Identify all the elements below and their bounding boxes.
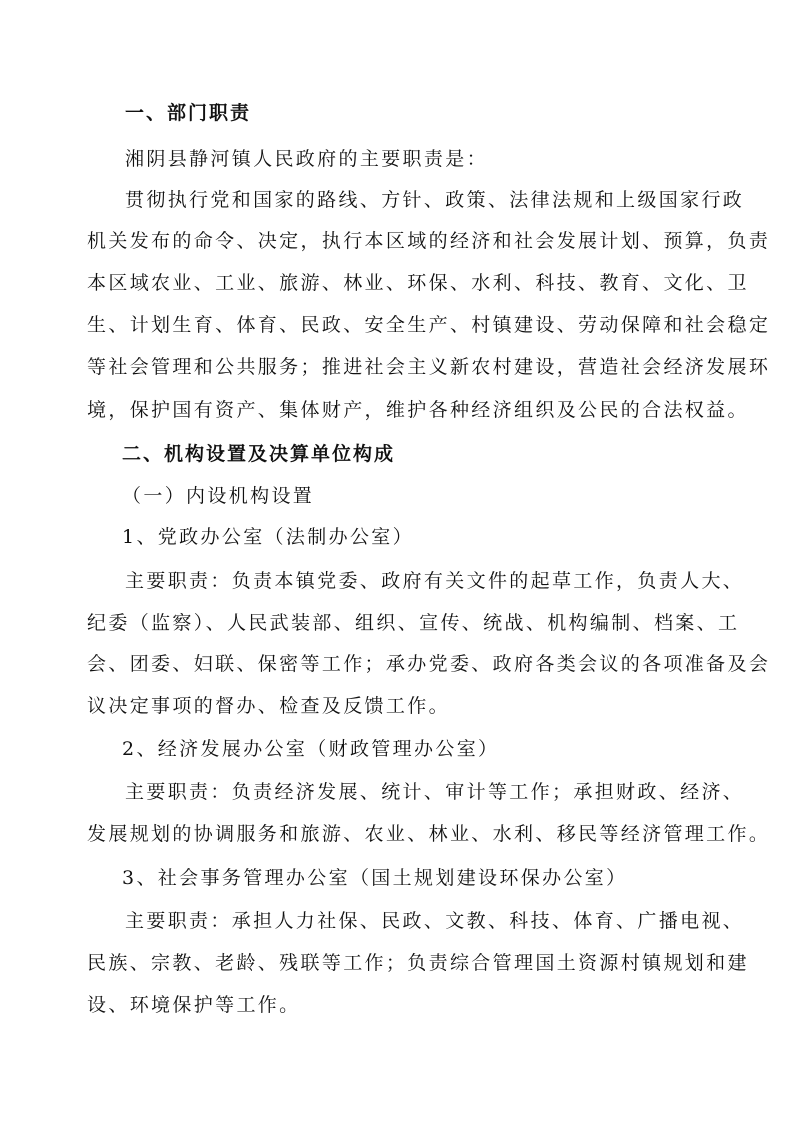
office-1-duty-line: 主要职责：负责本镇党委、政府有关文件的起草工作，负责人大、 [125,570,745,592]
office-3-duty-line: 民族、宗教、老龄、残联等工作；负责综合管理国土资源村镇规划和建 [87,952,749,974]
office-1-duty-line: 议决定事项的督办、检查及反馈工作。 [87,695,450,717]
section-1-body-line: 贯彻执行党和国家的路线、方针、政策、法律法规和上级国家行政 [125,189,745,211]
section-1-body-line: 机关发布的命令、决定，执行本区域的经济和社会发展计划、预算，负责 [87,230,771,252]
section-2-subheading: （一）内设机构设置 [122,485,315,507]
section-1-body-line: 生、计划生育、体育、民政、安全生产、村镇建设、劳动保障和社会稳定 [87,314,771,336]
section-2-heading: 二、机构设置及决算单位构成 [122,443,396,465]
office-1-duty-line: 会、团委、妇联、保密等工作；承办党委、政府各类会议的各项准备及会 [87,653,771,675]
office-1-title: 1、党政办公室（法制办公室） [122,526,414,548]
office-2-duty-line: 发展规划的协调服务和旅游、农业、林业、水利、移民等经济管理工作。 [87,823,771,845]
office-3-duty-line: 主要职责：承担人力社保、民政、文教、科技、体育、广播电视、 [125,910,745,932]
office-2-title: 2、经济发展办公室（财政管理办公室） [122,738,500,760]
section-1-body-line: 本区域农业、工业、旅游、林业、环保、水利、科技、教育、文化、卫 [87,272,749,294]
section-1-body-line: 等社会管理和公共服务；推进社会主义新农村建设，营造社会经济发展环 [87,356,771,378]
office-3-duty-line: 设、环境保护等工作。 [87,994,301,1016]
office-1-duty-line: 纪委（监察）、人民武装部、组织、宣传、统战、机构编制、档案、工 [87,612,740,634]
office-3-title: 3、社会事务管理办公室（国土规划建设环保办公室） [122,867,628,889]
office-2-duty-line: 主要职责：负责经济发展、统计、审计等工作；承担财政、经济、 [125,781,745,803]
section-1-intro: 湘阴县静河镇人民政府的主要职责是： [125,148,488,170]
section-1-heading: 一、部门职责 [125,102,252,124]
section-1-body-line: 境，保护国有资产、集体财产，维护各种经济组织及公民的合法权益。 [87,399,749,421]
